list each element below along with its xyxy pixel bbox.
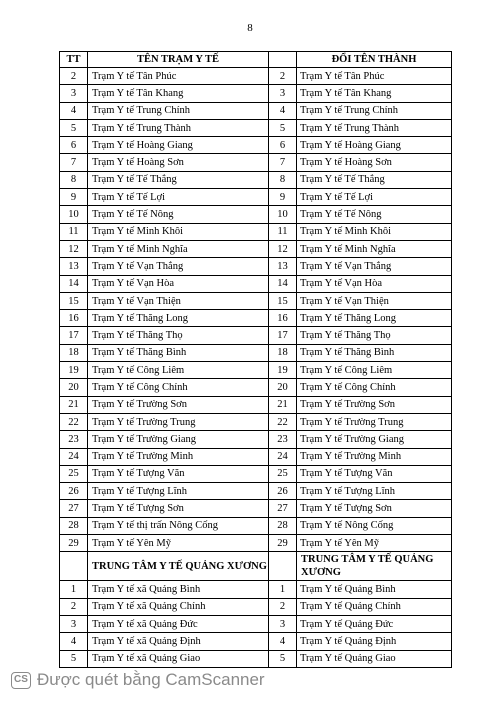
old-station-name: Trạm Y tế Tế Thắng	[88, 171, 269, 188]
row-number-right: 12	[269, 240, 297, 257]
new-station-name: Trạm Y tế Quảng Đức	[297, 615, 452, 632]
new-station-name: Trạm Y tế Vạn Hòa	[297, 275, 452, 292]
row-number-right: 5	[269, 119, 297, 136]
new-station-name: Trạm Y tế Trường Trung	[297, 413, 452, 430]
row-number-left: 2	[60, 68, 88, 85]
section-number-right	[269, 552, 297, 581]
row-number-right: 27	[269, 500, 297, 517]
row-number-left: 22	[60, 413, 88, 430]
row-number-left: 10	[60, 206, 88, 223]
row-number-right: 25	[269, 465, 297, 482]
row-number-right: 18	[269, 344, 297, 361]
row-number-left: 3	[60, 615, 88, 632]
row-number-right: 13	[269, 258, 297, 275]
new-station-name: Trạm Y tế Tượng Lĩnh	[297, 483, 452, 500]
row-number-left: 23	[60, 431, 88, 448]
old-station-name: Trạm Y tế Tượng Sơn	[88, 500, 269, 517]
new-station-name: Trạm Y tế Tế Thắng	[297, 171, 452, 188]
new-station-name: Trạm Y tế Tượng Văn	[297, 465, 452, 482]
row-number-right: 2	[269, 68, 297, 85]
row-number-left: 9	[60, 189, 88, 206]
row-number-right: 4	[269, 633, 297, 650]
table-row	[60, 154, 452, 171]
row-number-right: 6	[269, 137, 297, 154]
old-station-name: Trạm Y tế Tân Khang	[88, 85, 269, 102]
header-old-name: TÊN TRẠM Y TẾ	[88, 52, 269, 68]
old-station-name: Trạm Y tế Trung Thành	[88, 119, 269, 136]
old-station-name: Trạm Y tế xã Quảng Bình	[88, 581, 269, 598]
row-number-right: 23	[269, 431, 297, 448]
camscanner-watermark	[11, 670, 265, 690]
new-station-name: Trạm Y tế Trung Thành	[297, 119, 452, 136]
row-number-left: 27	[60, 500, 88, 517]
section-header-row	[60, 552, 452, 581]
old-station-name: Trạm Y tế Trường Sơn	[88, 396, 269, 413]
row-number-right: 19	[269, 362, 297, 379]
old-station-name: Trạm Y tế Thăng Long	[88, 310, 269, 327]
table-row	[60, 448, 452, 465]
row-number-left: 4	[60, 633, 88, 650]
new-station-name: Trạm Y tế Trường Minh	[297, 448, 452, 465]
old-station-name: Trạm Y tế Công Chính	[88, 379, 269, 396]
row-number-left: 7	[60, 154, 88, 171]
row-number-right: 4	[269, 102, 297, 119]
table-row	[60, 517, 452, 534]
old-station-name: Trạm Y tế Tân Phúc	[88, 68, 269, 85]
table-row	[60, 431, 452, 448]
camscanner-logo-icon: CS	[11, 672, 31, 689]
new-station-name: Trạm Y tế Hoàng Sơn	[297, 154, 452, 171]
new-station-name: Trạm Y tế Vạn Thắng	[297, 258, 452, 275]
row-number-right: 22	[269, 413, 297, 430]
new-station-name: Trạm Y tế Nông Cống	[297, 517, 452, 534]
old-station-name: Trạm Y tế Thăng Thọ	[88, 327, 269, 344]
row-number-right: 8	[269, 171, 297, 188]
table-row	[60, 396, 452, 413]
row-number-right: 3	[269, 615, 297, 632]
table-row	[60, 615, 452, 632]
new-station-name: Trạm Y tế Quảng Định	[297, 633, 452, 650]
table-body	[60, 68, 452, 668]
table-row	[60, 500, 452, 517]
table-header-row	[60, 52, 452, 68]
row-number-right: 14	[269, 275, 297, 292]
table-row	[60, 223, 452, 240]
old-station-name: Trạm Y tế Thăng Bình	[88, 344, 269, 361]
row-number-left: 2	[60, 598, 88, 615]
table-row	[60, 650, 452, 667]
header-new-name: ĐỔI TÊN THÀNH	[297, 52, 452, 68]
row-number-left: 28	[60, 517, 88, 534]
old-station-name: Trạm Y tế Minh Nghĩa	[88, 240, 269, 257]
old-station-name: Trạm Y tế thị trấn Nông Cống	[88, 517, 269, 534]
renaming-table	[59, 51, 452, 668]
table-row	[60, 598, 452, 615]
row-number-left: 17	[60, 327, 88, 344]
new-station-name: Trạm Y tế Thăng Long	[297, 310, 452, 327]
watermark-text: Được quét bằng CamScanner	[37, 670, 265, 689]
table-row	[60, 275, 452, 292]
new-station-name: Trạm Y tế Hoàng Giang	[297, 137, 452, 154]
table-row	[60, 171, 452, 188]
old-station-name: Trạm Y tế Hoàng Sơn	[88, 154, 269, 171]
row-number-left: 20	[60, 379, 88, 396]
row-number-left: 8	[60, 171, 88, 188]
row-number-right: 26	[269, 483, 297, 500]
old-station-name: Trạm Y tế Trung Chính	[88, 102, 269, 119]
row-number-right: 20	[269, 379, 297, 396]
row-number-left: 11	[60, 223, 88, 240]
table-row	[60, 258, 452, 275]
row-number-left: 19	[60, 362, 88, 379]
table-row	[60, 633, 452, 650]
row-number-left: 25	[60, 465, 88, 482]
row-number-left: 14	[60, 275, 88, 292]
new-station-name: Trạm Y tế Trường Sơn	[297, 396, 452, 413]
old-station-name: Trạm Y tế Công Liêm	[88, 362, 269, 379]
row-number-left: 3	[60, 85, 88, 102]
table-row	[60, 379, 452, 396]
new-station-name: Trạm Y tế Minh Nghĩa	[297, 240, 452, 257]
new-station-name: Trạm Y tế Tế Lợi	[297, 189, 452, 206]
new-station-name: Trạm Y tế Yên Mỹ	[297, 535, 452, 552]
old-station-name: Trạm Y tế Trường Minh	[88, 448, 269, 465]
table-row	[60, 483, 452, 500]
table-row	[60, 119, 452, 136]
row-number-right: 3	[269, 85, 297, 102]
row-number-left: 21	[60, 396, 88, 413]
table-row	[60, 68, 452, 85]
old-station-name: Trạm Y tế xã Quảng Chính	[88, 598, 269, 615]
new-station-name: Trạm Y tế Minh Khôi	[297, 223, 452, 240]
row-number-right: 11	[269, 223, 297, 240]
table-row	[60, 465, 452, 482]
new-station-name: Trạm Y tế Trung Chính	[297, 102, 452, 119]
row-number-right: 29	[269, 535, 297, 552]
row-number-left: 6	[60, 137, 88, 154]
row-number-left: 18	[60, 344, 88, 361]
old-station-name: Trạm Y tế Vạn Thắng	[88, 258, 269, 275]
new-station-name: Trạm Y tế Tượng Sơn	[297, 500, 452, 517]
old-station-name: Trạm Y tế Minh Khôi	[88, 223, 269, 240]
row-number-right: 2	[269, 598, 297, 615]
new-station-name: Trạm Y tế Vạn Thiện	[297, 292, 452, 309]
new-station-name: Trạm Y tế Tân Khang	[297, 85, 452, 102]
table-row	[60, 362, 452, 379]
row-number-right: 9	[269, 189, 297, 206]
table-row	[60, 206, 452, 223]
row-number-left: 1	[60, 581, 88, 598]
row-number-right: 28	[269, 517, 297, 534]
row-number-left: 13	[60, 258, 88, 275]
row-number-right: 1	[269, 581, 297, 598]
old-station-name: Trạm Y tế xã Quảng Định	[88, 633, 269, 650]
table-row	[60, 581, 452, 598]
old-station-name: Trạm Y tế Trường Trung	[88, 413, 269, 430]
new-station-name: Trạm Y tế Tế Nông	[297, 206, 452, 223]
row-number-left: 24	[60, 448, 88, 465]
row-number-right: 24	[269, 448, 297, 465]
section-title-new: TRUNG TÂM Y TẾ QUẢNG XƯƠNG	[297, 552, 452, 581]
table-row	[60, 102, 452, 119]
row-number-right: 15	[269, 292, 297, 309]
table-row	[60, 240, 452, 257]
old-station-name: Trạm Y tế xã Quảng Đức	[88, 615, 269, 632]
row-number-right: 5	[269, 650, 297, 667]
table-row	[60, 535, 452, 552]
old-station-name: Trạm Y tế xã Quảng Giao	[88, 650, 269, 667]
new-station-name: Trạm Y tế Quảng Chính	[297, 598, 452, 615]
table-row	[60, 327, 452, 344]
row-number-right: 21	[269, 396, 297, 413]
new-station-name: Trạm Y tế Trường Giang	[297, 431, 452, 448]
new-station-name: Trạm Y tế Thăng Thọ	[297, 327, 452, 344]
table-row	[60, 344, 452, 361]
row-number-left: 29	[60, 535, 88, 552]
row-number-left: 26	[60, 483, 88, 500]
old-station-name: Trạm Y tế Trường Giang	[88, 431, 269, 448]
header-tt: TT	[60, 52, 88, 68]
new-station-name: Trạm Y tế Quảng Bình	[297, 581, 452, 598]
row-number-left: 16	[60, 310, 88, 327]
table-row	[60, 310, 452, 327]
table-row	[60, 137, 452, 154]
table-row	[60, 413, 452, 430]
old-station-name: Trạm Y tế Tượng Lĩnh	[88, 483, 269, 500]
new-station-name: Trạm Y tế Thăng Bình	[297, 344, 452, 361]
new-station-name: Trạm Y tế Quảng Giao	[297, 650, 452, 667]
section-title-old: TRUNG TÂM Y TẾ QUẢNG XƯƠNG	[88, 552, 269, 581]
row-number-right: 17	[269, 327, 297, 344]
row-number-left: 5	[60, 119, 88, 136]
new-station-name: Trạm Y tế Công Liêm	[297, 362, 452, 379]
page-number: 8	[247, 22, 253, 34]
new-station-name: Trạm Y tế Công Chính	[297, 379, 452, 396]
new-station-name: Trạm Y tế Tân Phúc	[297, 68, 452, 85]
old-station-name: Trạm Y tế Tượng Văn	[88, 465, 269, 482]
row-number-left: 4	[60, 102, 88, 119]
section-number-left	[60, 552, 88, 581]
table-row	[60, 292, 452, 309]
header-tt-right	[269, 52, 297, 68]
row-number-right: 16	[269, 310, 297, 327]
row-number-right: 10	[269, 206, 297, 223]
old-station-name: Trạm Y tế Vạn Thiện	[88, 292, 269, 309]
row-number-left: 12	[60, 240, 88, 257]
old-station-name: Trạm Y tế Tế Lợi	[88, 189, 269, 206]
row-number-right: 7	[269, 154, 297, 171]
table-row	[60, 85, 452, 102]
row-number-left: 15	[60, 292, 88, 309]
old-station-name: Trạm Y tế Tế Nông	[88, 206, 269, 223]
old-station-name: Trạm Y tế Hoàng Giang	[88, 137, 269, 154]
old-station-name: Trạm Y tế Yên Mỹ	[88, 535, 269, 552]
row-number-left: 5	[60, 650, 88, 667]
table-row	[60, 189, 452, 206]
old-station-name: Trạm Y tế Vạn Hòa	[88, 275, 269, 292]
